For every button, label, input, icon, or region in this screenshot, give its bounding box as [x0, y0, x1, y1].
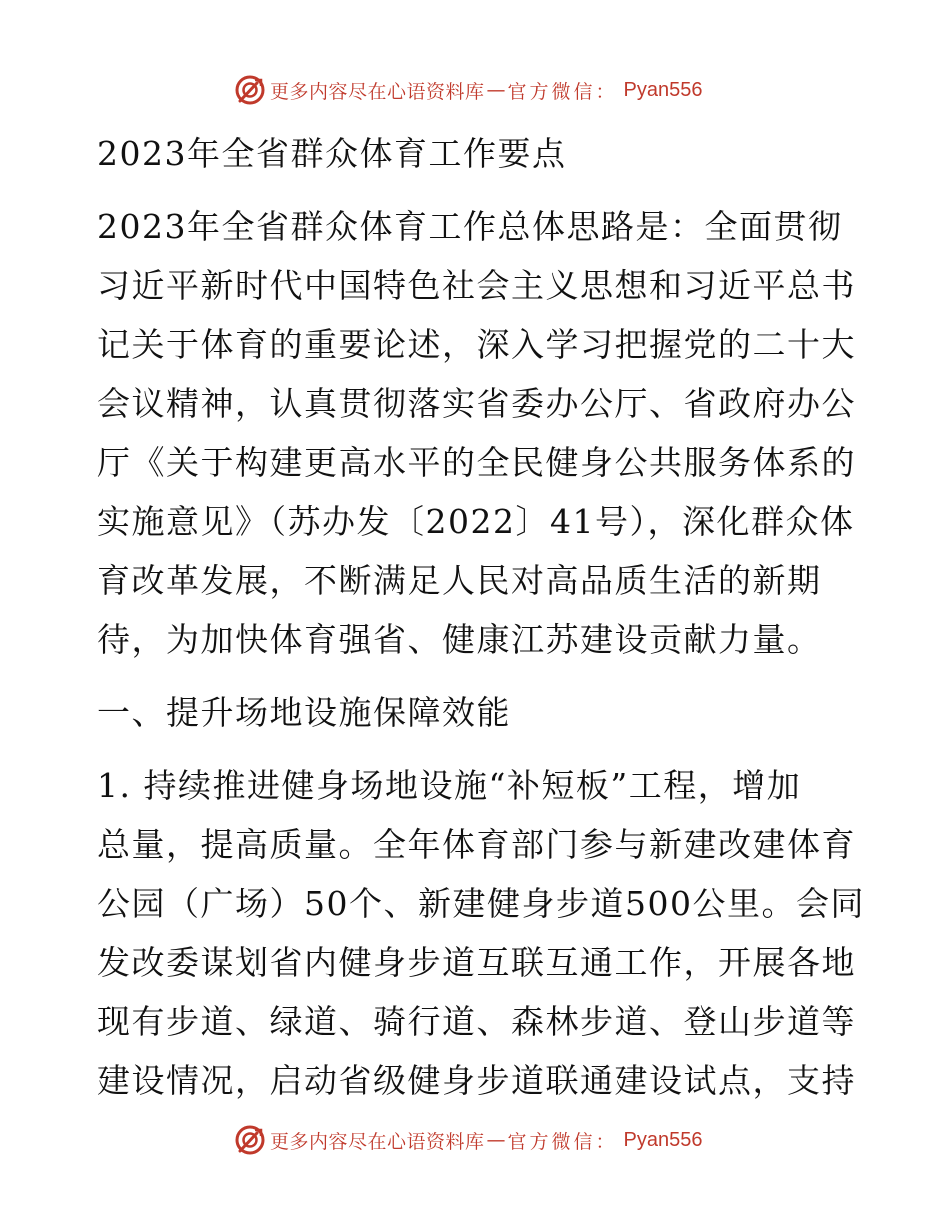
section-heading: 一、提升场地设施保障效能	[97, 693, 511, 732]
item-1-paragraph	[97, 756, 865, 1110]
paragraph-line: 育改革发展，不断满足人民对高品质生活的新期	[97, 561, 822, 600]
document-body	[97, 124, 865, 1110]
watermark-top	[234, 74, 703, 106]
paragraph-line: 1. 持续推进健身场地设施“补短板”工程，增加	[97, 766, 802, 805]
paragraph-line: 发改委谋划省内健身步道互联互通工作，开展各地	[97, 943, 856, 982]
document-title: 2023年全省群众体育工作要点	[97, 134, 567, 173]
watermark-dash: —	[486, 1129, 506, 1151]
paragraph-line: 现有步道、绿道、骑行道、森林步道、登山步道等	[97, 1002, 856, 1041]
paragraph-line: 总量，提高质量。全年体育部门参与新建改建体育	[97, 825, 856, 864]
watermark-wechat-id: Pyan556	[623, 1128, 703, 1151]
watermark-bottom	[234, 1124, 703, 1156]
paragraph-line: 习近平新时代中国特色社会主义思想和习近平总书	[97, 266, 856, 305]
brand-logo-icon	[234, 74, 266, 106]
paragraph-line: 实施意见》（苏办发〔2022〕41号），深化群众体	[97, 502, 855, 541]
paragraph-line: 待，为加快体育强省、健康江苏建设贡献力量。	[97, 620, 822, 659]
watermark-text: 更多内容尽在心语资料库	[270, 80, 485, 103]
watermark-label: 官方微信：	[507, 80, 618, 103]
watermark-text: 更多内容尽在心语资料库	[270, 1130, 485, 1153]
paragraph-line: 厅《关于构建更高水平的全民健身公共服务体系的	[97, 443, 856, 482]
paragraph-line: 记关于体育的重要论述，深入学习把握党的二十大	[97, 325, 856, 364]
paragraph-line: 公园（广场）50个、新建健身步道500公里。会同	[97, 884, 865, 923]
brand-logo-icon	[234, 1124, 266, 1156]
watermark-wechat-id: Pyan556	[623, 78, 703, 101]
paragraph-line: 建设情况，启动省级健身步道联通建设试点，支持	[97, 1061, 856, 1100]
intro-paragraph	[97, 197, 857, 669]
watermark-dash: —	[486, 79, 506, 101]
paragraph-line: 会议精神，认真贯彻落实省委办公厅、省政府办公	[97, 384, 856, 423]
paragraph-line: 2023年全省群众体育工作总体思路是：全面贯彻	[97, 207, 843, 246]
watermark-label: 官方微信：	[507, 1130, 618, 1153]
